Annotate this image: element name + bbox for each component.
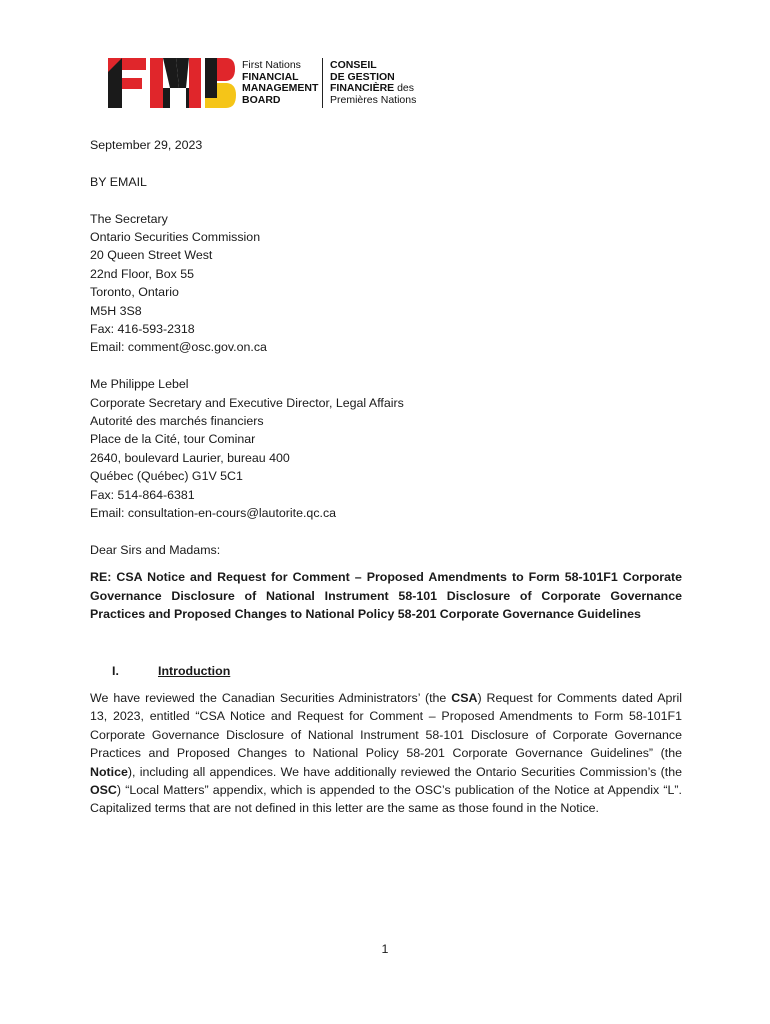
- recipient2-line: Corporate Secretary and Executive Director, Legal Affairs: [90, 395, 404, 410]
- recipient-block-osc: [90, 210, 682, 357]
- recipient2-line: 2640, boulevard Laurier, bureau 400: [90, 450, 290, 465]
- re-subject-line: RE: CSA Notice and Request for Comment – Proposed Amendments to Form 58-101F1 Corporate Governance Disclosure of National Instrument 58-101 Disclosure of Corporate Governance Practices and Proposed Changes to National Policy 58-201 Corporate Governance Guidelines: [90, 570, 682, 622]
- logo-fr-line4: Premières Nations: [330, 93, 417, 106]
- section-heading: [90, 662, 682, 680]
- introduction-paragraph: [90, 689, 682, 818]
- section-title: Introduction: [158, 663, 231, 678]
- logo-divider: [322, 58, 323, 108]
- recipient2-line: Me Philippe Lebel: [90, 377, 189, 392]
- para-text: ) Request for Comments dated April 13, 2023, entitled “CSA Notice and Request for Comment – Proposed Amendments to Form 58-101F1 Corporate Governance Disclosure of National Instrument 58-101 Disclosure of Corporate Governance Practices and Proposed Changes to National Policy 58-201 Corporate Governance Guidelines” (the: [90, 690, 682, 761]
- logo-fr-line3-rest: des: [394, 82, 415, 94]
- logo-en-line4: BOARD: [242, 93, 281, 106]
- recipient1-line: Email: comment@osc.gov.on.ca: [90, 340, 267, 355]
- recipient1-line: Fax: 416-593-2318: [90, 322, 195, 337]
- salutation: Dear Sirs and Madams:: [90, 542, 221, 557]
- logo-english-name: [242, 60, 318, 106]
- logo-french-name: [330, 60, 416, 106]
- para-text: ), including all appendices. We have additionally reviewed the Ontario Securities Commission’s (the: [127, 764, 682, 779]
- fmb-logo: [108, 58, 416, 108]
- para-text: ) “Local Matters” appendix, which is appended to the OSC’s publication of the Notice at Appendix “L”. Capitalized terms that are not defined in this letter are the same as those found in the Notice.: [90, 782, 682, 816]
- delivery-method: BY EMAIL: [90, 174, 147, 189]
- recipient1-line: Ontario Securities Commission: [90, 230, 261, 244]
- recipient1-line: 22nd Floor, Box 55: [90, 266, 195, 281]
- page-number: 1: [381, 942, 389, 956]
- recipient2-line: Email: consultation-en-cours@lautorite.qc.ca: [90, 506, 337, 521]
- logo-en-line1: First Nations: [242, 59, 301, 71]
- logo-fr-line2: DE GESTION: [330, 70, 395, 83]
- letter-body: [90, 136, 682, 818]
- logo-fr-line1: CONSEIL: [330, 59, 377, 71]
- recipient1-line: The Secretary: [90, 211, 168, 226]
- recipient2-line: Fax: 514-864-6381: [90, 487, 195, 502]
- recipient2-line: Autorité des marchés financiers: [90, 414, 264, 429]
- logo-fr-line3-bold: FINANCIÈRE: [330, 82, 395, 94]
- recipient1-line: 20 Queen Street West: [90, 248, 213, 263]
- logo-fr-line3: [330, 83, 416, 95]
- recipient2-line: Québec (Québec) G1V 5C1: [90, 469, 243, 484]
- section-number: I.: [112, 663, 119, 678]
- recipient1-line: Toronto, Ontario: [90, 285, 179, 300]
- para-text: We have reviewed the Canadian Securities Administrators’ (the: [90, 690, 452, 705]
- para-defined-term: Notice: [90, 764, 128, 779]
- logo-en-line3: MANAGEMENT: [242, 82, 319, 94]
- recipient1-line: M5H 3S8: [90, 303, 142, 318]
- para-defined-term: OSC: [90, 782, 117, 797]
- recipient-block-amf: [90, 375, 682, 522]
- logo-en-line2: FINANCIAL: [242, 70, 299, 83]
- para-defined-term: CSA: [451, 690, 478, 705]
- recipient2-line: Place de la Cité, tour Cominar: [90, 432, 256, 447]
- letter-date: September 29, 2023: [90, 138, 203, 152]
- fmb-logo-mark-icon: [108, 58, 236, 108]
